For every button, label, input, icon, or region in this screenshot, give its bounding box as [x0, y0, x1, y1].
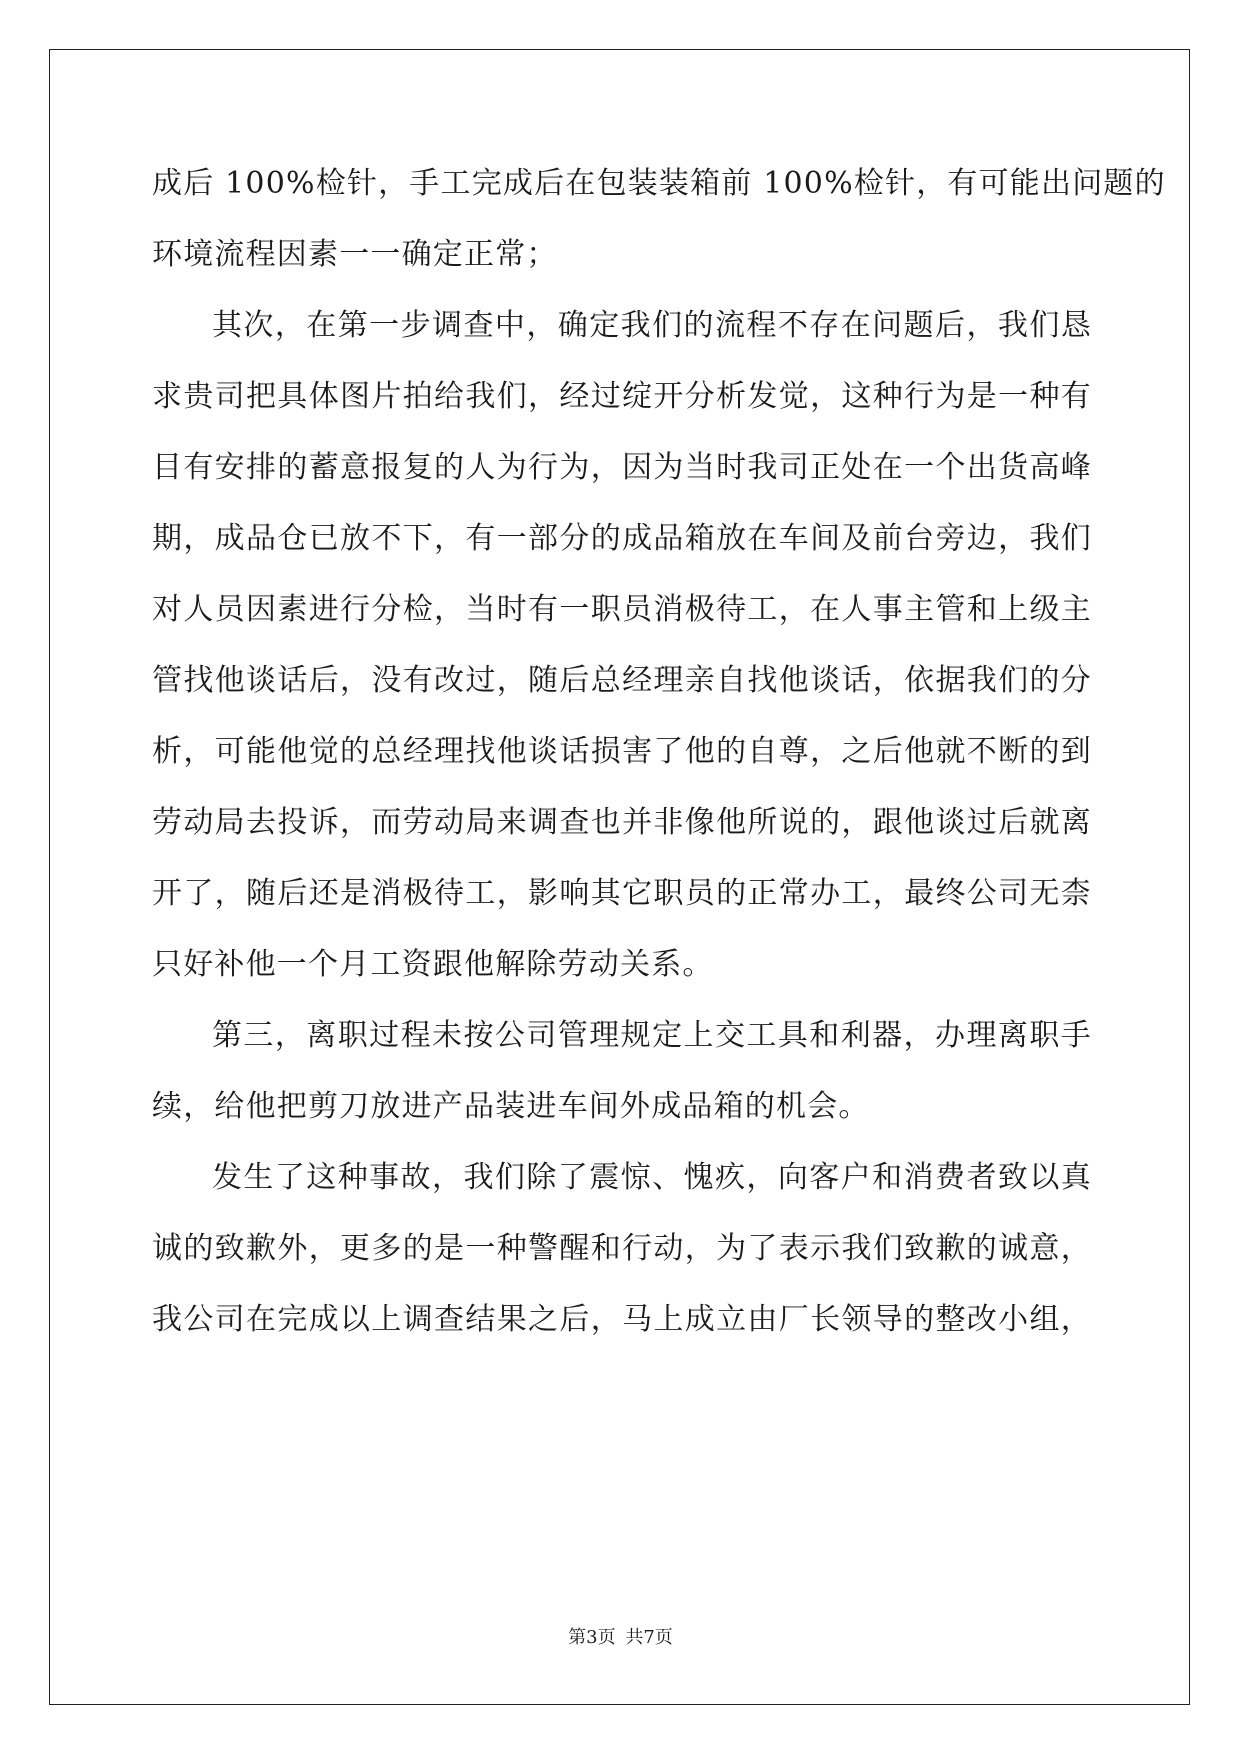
text-line: 我公司在完成以上调查结果之后，马上成立由厂长领导的整改小组，: [152, 1302, 1092, 1337]
paragraph-start-line: 第三，离职过程未按公司管理规定上交工具和利器，办理离职手: [212, 1018, 1092, 1053]
text-line: 析，可能他觉的总经理找他谈话损害了他的自尊，之后他就不断的到: [152, 734, 1092, 769]
text-line: 对人员因素进行分检，当时有一职员消极待工，在人事主管和上级主: [152, 592, 1092, 627]
page-footer: [0, 1626, 1241, 1650]
text-line: 求贵司把具体图片拍给我们，经过绽开分析发觉，这种行为是一种有: [152, 379, 1092, 414]
text-line: 环境流程因素一一确定正常；: [152, 237, 558, 272]
page-number: 第3页: [568, 1627, 616, 1648]
text-line: 诚的致歉外，更多的是一种警醒和行动，为了表示我们致歉的诚意，: [152, 1231, 1092, 1266]
text-line: 目有安排的蓄意报复的人为行为，因为当时我司正处在一个出货高峰: [152, 450, 1092, 485]
paragraph-start-line: 发生了这种事故，我们除了震惊、愧疚，向客户和消费者致以真: [212, 1160, 1092, 1195]
text-line: 只好补他一个月工资跟他解除劳动关系。: [152, 947, 714, 982]
text-line: 成后 100%检针，手工完成后在包装装箱前 100%检针，有可能出问题的: [152, 166, 1166, 201]
text-line: 管找他谈话后，没有改过，随后总经理亲自找他谈话，依据我们的分: [152, 663, 1092, 698]
text-line: 劳动局去投诉，而劳动局来调查也并非像他所说的，跟他谈过后就离: [152, 805, 1092, 840]
text-line: 期，成品仓已放不下，有一部分的成品箱放在车间及前台旁边，我们: [152, 521, 1092, 556]
paragraph-start-line: 其次，在第一步调查中，确定我们的流程不存在问题后，我们恳: [212, 308, 1092, 343]
total-pages: 共7页: [625, 1627, 673, 1648]
text-line: 开了，随后还是消极待工，影响其它职员的正常办工，最终公司无柰: [152, 876, 1092, 911]
text-line: 续，给他把剪刀放进产品装进车间外成品箱的机会。: [152, 1089, 870, 1124]
